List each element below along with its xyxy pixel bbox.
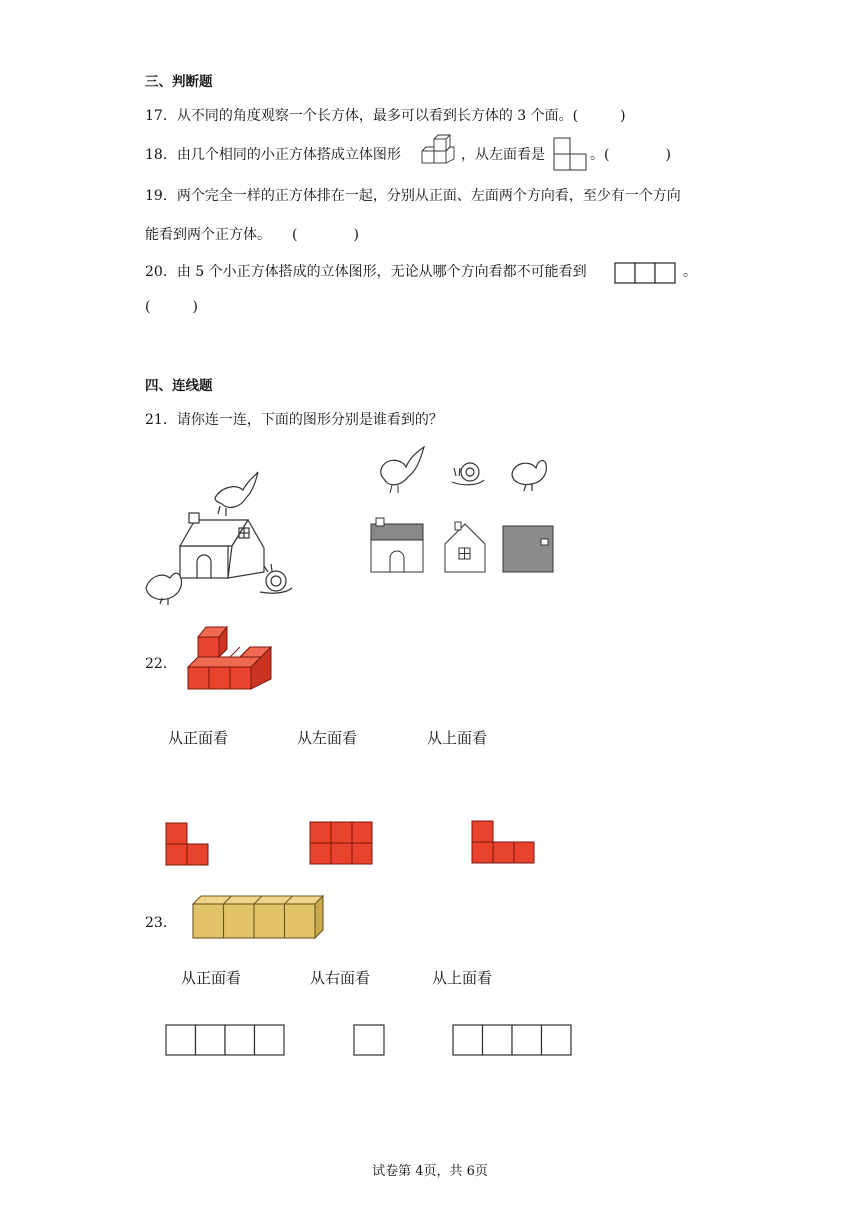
question-18-part-c: 。( ) (590, 147, 671, 163)
house-side-view (443, 520, 487, 574)
q23-view-option-3 (452, 1024, 572, 1056)
q22-left-label: 从左面看 (297, 729, 358, 747)
question-19-line-2: 能看到两个正方体。 ( ) (145, 227, 359, 243)
question-18-part-a: 18．由几个相同的小正方体搭成立体图形 (145, 147, 401, 163)
q23-top-label: 从上面看 (432, 969, 493, 987)
page-footer: 试卷第 4页，共 6页 (372, 1164, 488, 1179)
house-front-view (370, 518, 424, 574)
q22-red-solid (186, 625, 274, 691)
q22-front-label: 从正面看 (168, 729, 229, 747)
question-21: 21．请你连一连，下面的图形分别是谁看到的？ (145, 412, 443, 428)
snail-icon (450, 456, 486, 488)
q22-view-option-2 (309, 821, 373, 865)
q22-view-option-3 (471, 820, 535, 864)
question-19-line-1: 19．两个完全一样的正方体排在一起，分别从正面、左面两个方向看，至少有一个方向 (145, 188, 681, 204)
question-18-part-b: ，从左面看是 (461, 147, 545, 163)
q23-front-label: 从正面看 (181, 969, 242, 987)
question-20-part-c: ( ) (145, 299, 198, 315)
q22-view-option-1 (165, 822, 209, 866)
chicken-icon (508, 452, 548, 492)
q18-solid-figure (420, 135, 460, 169)
question-23-number: 23． (145, 915, 177, 931)
dove-icon (378, 447, 426, 493)
q18-left-view (553, 137, 587, 171)
house-top-view (502, 525, 554, 573)
question-20-part-b: 。 (683, 264, 697, 280)
section-4-title: 四、连线题 (145, 378, 213, 394)
q20-three-squares (614, 262, 676, 284)
section-3-title: 三、判断题 (145, 74, 213, 90)
question-22-number: 22． (145, 656, 177, 672)
question-17: 17．从不同的角度观察一个长方体，最多可以看到长方体的 3 个面。( ) (145, 108, 626, 124)
q23-view-option-2 (353, 1024, 385, 1056)
q22-top-label: 从上面看 (427, 729, 488, 747)
question-20-part-a: 20．由 5 个小正方体搭成的立体图形，无论从哪个方向看都不可能看到 (145, 264, 587, 280)
q23-gold-solid (191, 894, 325, 940)
q21-scene (140, 468, 300, 608)
q23-view-option-1 (165, 1024, 285, 1056)
q23-right-label: 从右面看 (310, 969, 371, 987)
